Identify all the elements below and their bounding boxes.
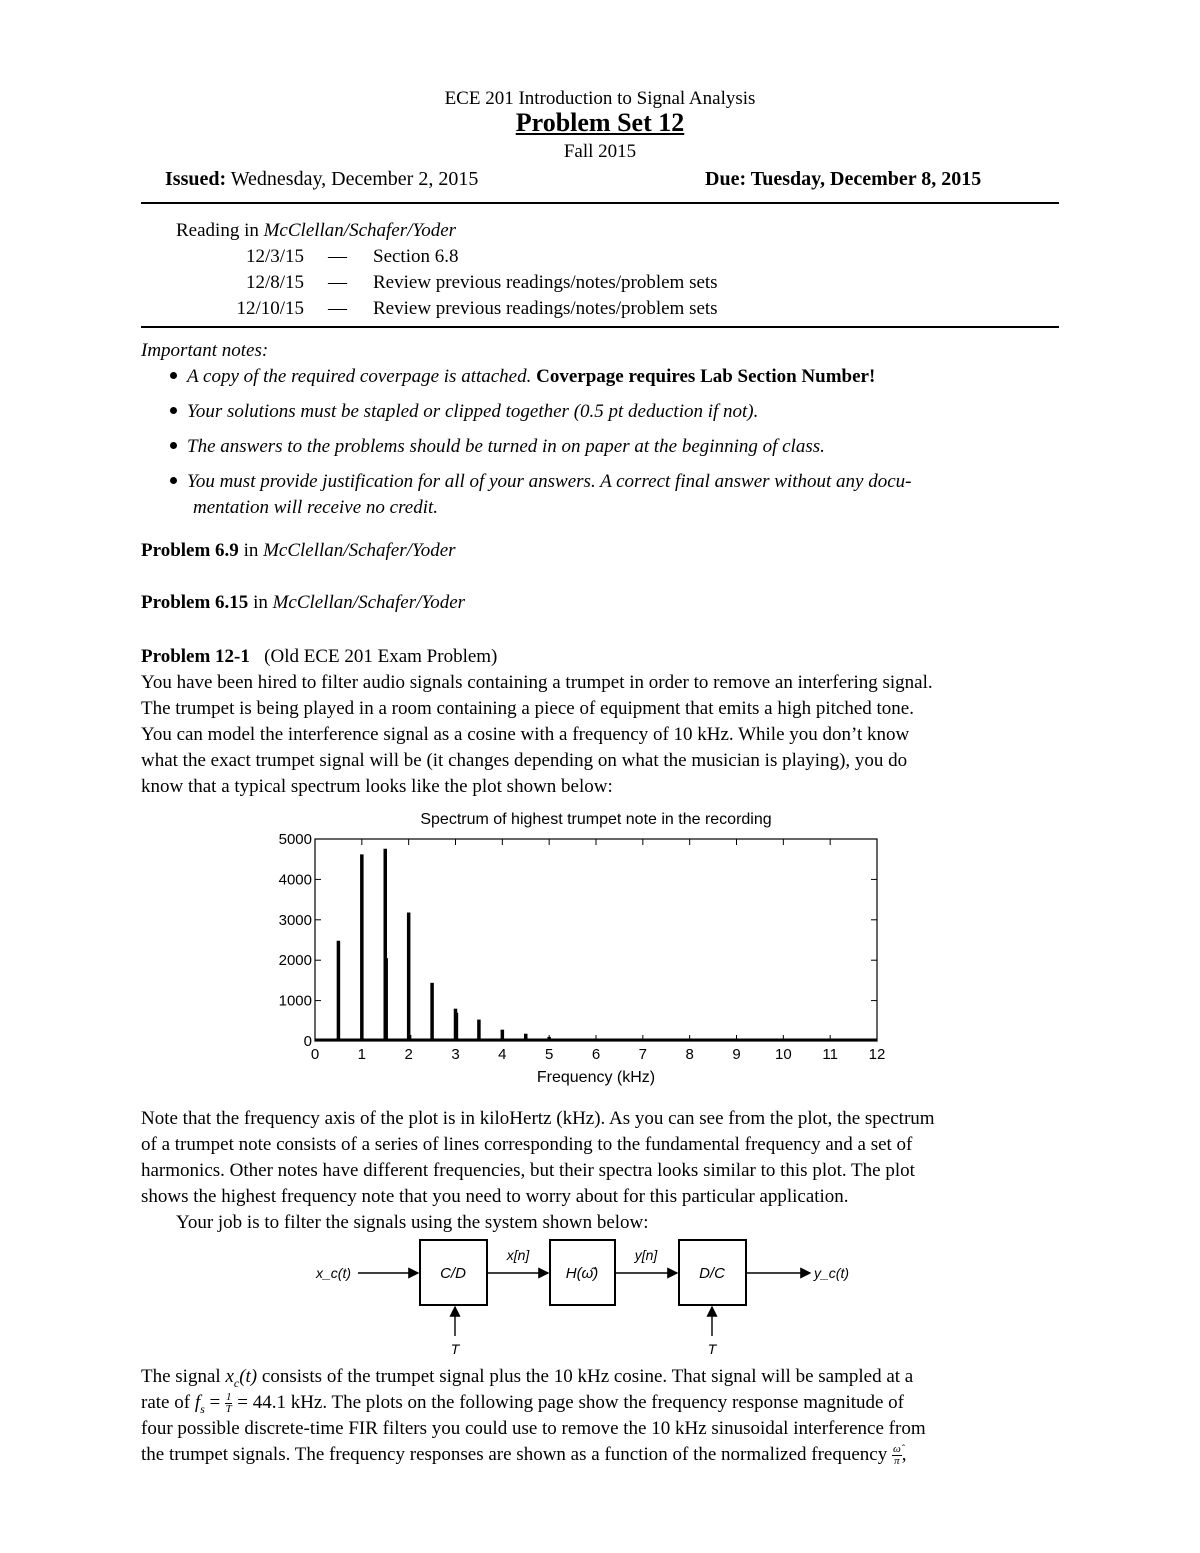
reading-dash: — [328,246,347,267]
problem-text: (Old ECE 201 Exam Problem) [264,646,498,667]
para-line: rate of $f_s$ = $\frac{1}{T}$ = 44.1 kHz. The plots on the following page show the frequency response magnitude of [141,1391,905,1416]
cd-label: C/D [440,1265,466,1282]
math-fraction: $\frac{1}{T}$ [225,1391,232,1416]
y-tick-label: 3000 [278,911,312,929]
issued-line [165,168,478,191]
x-tick-label: 9 [732,1046,741,1063]
math-normalized-frequency: $\frac{\omegâ}{\pi}$ [892,1443,901,1468]
header-rule [141,202,1059,204]
problem-6-9 [141,540,456,562]
x-tick-label: 5 [544,1046,554,1063]
issued-date: Wednesday, December 2, 2015 [230,168,479,190]
y-tick-label: 5000 [278,831,312,848]
note-text: The answers to the problems should be turned in on paper at the beginning of class. [187,436,825,457]
note-text-continued: mentation will receive no credit. [193,497,438,518]
reading-date: 12/10/15 [236,298,304,319]
para-line: You have been hired to filter audio signals containing a trumpet in order to remove an interfering signal. [141,672,933,693]
para-line: of a trumpet note consists of a series of lines corresponding to the fundamental frequency and a set of [141,1134,913,1155]
output-signal-label: y_c(t) [814,1265,849,1281]
para-line: harmonics. Other notes have different frequencies, but their spectra looks similar to this plot. The plot [141,1160,915,1181]
spectrum-chart [240,800,940,1100]
reading-intro-text: Reading in [176,220,264,241]
x-tick-label: 6 [591,1046,601,1063]
para-line [141,1366,913,1391]
reading-dash: — [328,272,347,293]
note-item [170,366,875,388]
problem-number: Problem 12-1 [141,646,250,667]
x-axis [311,839,886,1063]
bullet-icon [170,442,177,449]
y-tick-label: 2000 [278,952,312,970]
x-tick-label: 2 [404,1046,413,1063]
para-line: Note that the frequency axis of the plot is in kiloHertz (kHz). As you can see from the plot, the spectrum [141,1108,935,1129]
para-line: You can model the interference signal as a cosine with a frequency of 10 kHz. While you don’t know [141,724,910,745]
problem-text: in [248,592,273,613]
y-tick-label: 4000 [278,871,312,889]
sample-period-label: T [450,1341,460,1357]
problem-number: Problem 6.15 [141,592,249,613]
due-date: Due: Tuesday, December 8, 2015 [705,168,982,190]
reading-book: McClellan/Schafer/Yoder [263,220,457,241]
problem-text: in [238,540,264,561]
input-signal-label: x_c(t) [316,1265,351,1281]
bullet-icon [170,372,177,379]
para-line: know that a typical spectrum looks like the plot shown below: [141,776,613,797]
para-line: the trumpet signals. The frequency responses are shown as a function of the normalized frequency $\frac{\omegâ}{\pi}$ , [141,1443,907,1468]
problem-book: McClellan/Schafer/Yoder [272,592,466,613]
para-line: four possible discrete-time FIR filters you could use to remove the 10 kHz sinusoidal interference from [141,1418,926,1439]
reading-item: Review previous readings/notes/problem sets [373,298,718,319]
note-text: A copy of the required coverpage is attached. [187,366,532,387]
bullet-icon [170,407,177,414]
course-title: ECE 201 Introduction to Signal Analysis [444,88,756,109]
x-tick-label: 1 [357,1046,367,1063]
dc-label: D/C [699,1265,725,1282]
y-tick-label: 1000 [278,992,312,1010]
spectrum-lines [315,849,877,1041]
reading-item: Section 6.8 [373,246,459,267]
text: the trumpet signals. The frequency responses are shown as a function of the normalized frequency [141,1444,888,1465]
sample-period-label: T [707,1341,717,1357]
x-axis-label: Frequency (kHz) [536,1069,656,1086]
page-title: Problem Set 12 [515,108,685,137]
x-tick-label: 11 [822,1046,838,1063]
para-line: Your job is to filter the signals using the system shown below: [176,1212,649,1233]
reading-intro [176,220,456,242]
math-fs: $f_s$ [194,1392,205,1416]
text: consists of the trumpet signal plus the 10 kHz cosine. That signal will be sampled at a [257,1366,914,1387]
para-line: The trumpet is being played in a room containing a piece of equipment that emits a high pitched tone. [141,698,914,719]
x-tick-label: 10 [774,1046,792,1063]
x-tick-label: 8 [685,1046,694,1063]
text: rate of [141,1392,195,1413]
reading-date: 12/3/15 [245,246,304,267]
reading-rule [141,326,1059,328]
x-tick-label: 3 [451,1046,460,1063]
text: = 44.1 kHz. The plots on the following page show the frequency response magnitude of [232,1392,905,1413]
text: The signal [141,1366,226,1387]
y-axis [279,831,877,1050]
filter-label: H(ω̂) [565,1265,599,1282]
reading-date: 12/8/15 [245,272,304,293]
y-tick-label: 0 [303,1033,312,1050]
para-line: what the exact trumpet signal will be (it changes depending on what the musician is playing), you do [141,750,908,771]
system-block-diagram [300,1232,860,1360]
problem-book: McClellan/Schafer/Yoder [263,540,456,561]
problem-number: Problem 6.9 [141,540,239,561]
problem-12-1 [141,646,497,668]
yn-label: y[n] [634,1247,658,1263]
note-emphasis: Coverpage requires Lab Section Number! [536,366,876,387]
x-tick-label: 0 [310,1046,320,1063]
chart-title: Spectrum of highest trumpet note in the recording [420,811,772,828]
note-text: You must provide justification for all of your answers. A correct final answer without any docu- [187,471,912,492]
plot-frame [315,839,877,1041]
issued-label: Issued: [165,168,227,190]
x-tick-label: 12 [868,1046,886,1063]
note-item [170,401,758,423]
problem-6-15 [141,592,465,614]
term: Fall 2015 [563,141,637,162]
para-line: shows the highest frequency note that you need to worry about for this particular application. [141,1186,849,1207]
reading-dash: — [328,298,347,319]
x-tick-label: 7 [638,1046,648,1063]
xn-label: x[n] [506,1247,530,1263]
note-item [170,436,825,458]
bullet-icon [170,477,177,484]
reading-item: Review previous readings/notes/problem sets [373,272,718,293]
note-item [170,471,911,493]
notes-heading: Important notes: [141,340,269,361]
math-xc-t: $x_c(t)$ [225,1366,258,1390]
x-tick-label: 4 [498,1046,507,1063]
note-text: Your solutions must be stapled or clipped together (0.5 pt deduction if not). [187,401,759,422]
